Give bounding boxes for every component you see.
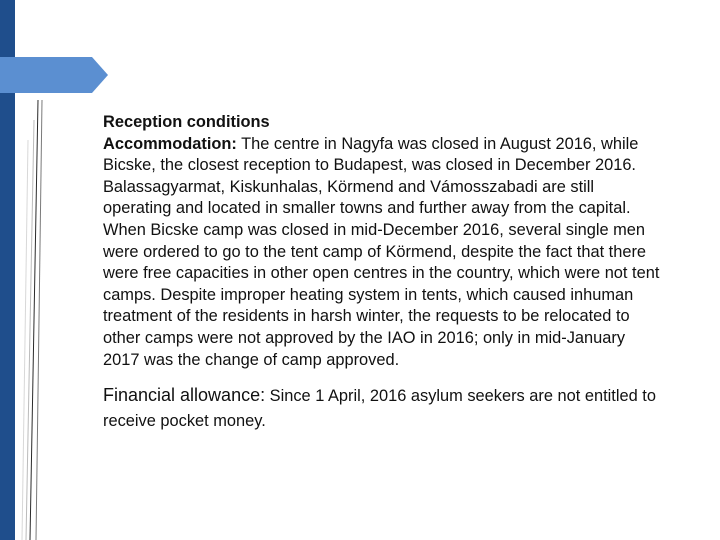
title-arrow-shape [0, 57, 108, 93]
accommodation-paragraph [103, 134, 663, 372]
accommodation-text: The centre in Nagyfa was closed in August 2016, while Bicske, the closest reception to Budapest, was closed in December 2016. Balassagyarmat, Kiskunhalas, Körmend and Vámosszabadi are still operating and located in smaller towns and further away from the capital. When Bicske camp was closed in mid-December 2016, several single men were ordered to go to the tent camp of Körmend, despite the fact that there were free capacities in other open centres in the country, which were not tent camps. Despite improper heating system in tents, which caused inhuman treatment of the residents in harsh winter, the requests to be relocated to other camps were not approved by the IAO in 2016; only in mid-January 2017 was the change of camp approved. [103, 134, 660, 369]
financial-text: Since 1 April, 2016 asylum seekers are not entitled to receive pocket money. [103, 387, 656, 431]
financial-label: Financial allowance: [103, 385, 266, 406]
accommodation-label: Accommodation: [103, 134, 237, 153]
financial-paragraph [103, 383, 663, 434]
slide-content [103, 112, 663, 434]
section-heading: Reception conditions [103, 113, 270, 131]
